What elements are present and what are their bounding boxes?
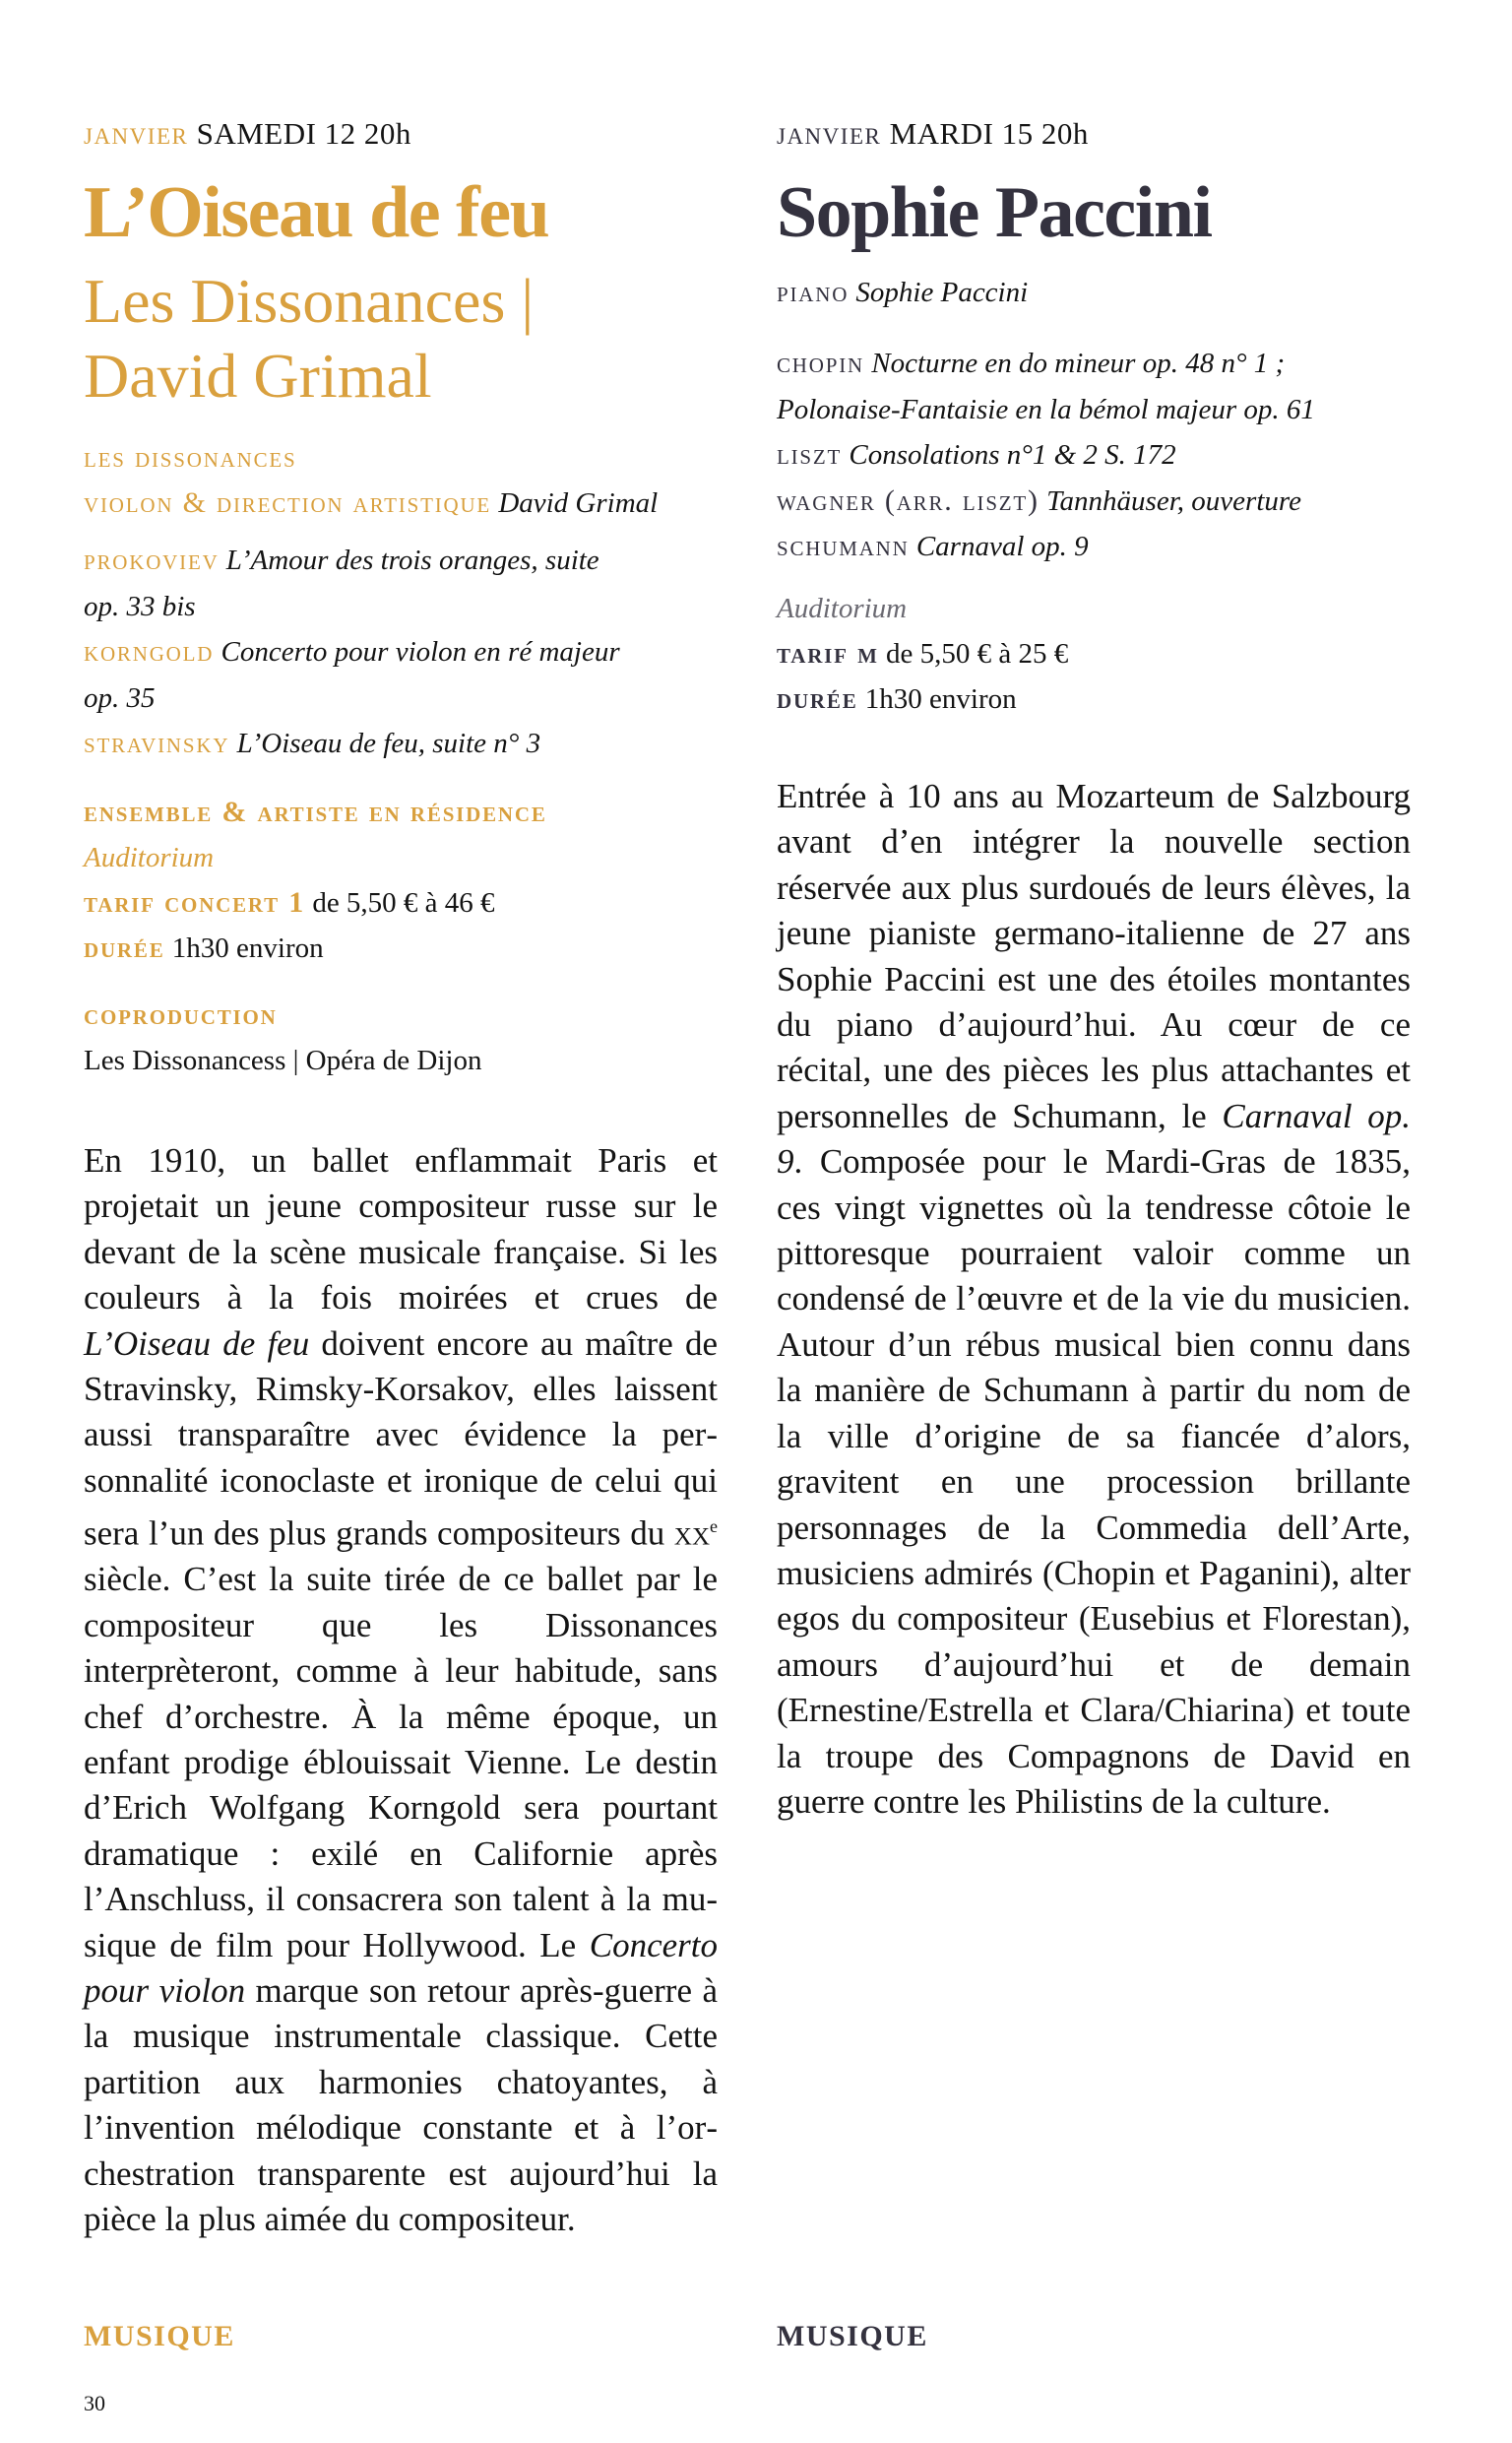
coproduction xyxy=(84,993,718,1083)
residence-label: ensemble & artiste en résidence xyxy=(84,796,547,828)
program-item xyxy=(777,432,1411,479)
text-run: doivent encore au maître de Stravinsky, Rimsky-Korsakov, elles laissent aussi transparaître avec évidence la personnalité iconoclaste et ironique de celui qui sera l’un des plus grands compositeurs du xyxy=(84,1323,718,1553)
event-month: janvier xyxy=(84,116,189,152)
program-work-continued: op. 33 bis xyxy=(84,590,196,622)
event-description-left xyxy=(84,1138,718,2242)
credit-role: piano xyxy=(777,276,850,308)
program-composer: schumann xyxy=(777,530,910,562)
performer-credits xyxy=(777,274,1411,311)
work-title-italic: Carnaval op. 9 xyxy=(777,1096,1411,1182)
tarif-value: de 5,50 € à 25 € xyxy=(885,638,1069,670)
program-work: L’Oiseau de feu, suite n° 3 xyxy=(236,728,541,759)
event-title: L’Oiseau de feu xyxy=(84,172,549,253)
venue: Auditorium xyxy=(84,842,215,873)
program-work: L’Amour des trois oranges, suite xyxy=(225,545,599,576)
program-work: Tannhäuser, ouverture xyxy=(1046,484,1301,517)
program-composer: wagner (arr. liszt) xyxy=(777,483,1040,517)
credit-name: Sophie Paccini xyxy=(855,277,1029,308)
tarif-value: de 5,50 € à 46 € xyxy=(312,887,495,919)
event-title: Sophie Paccini xyxy=(777,172,1212,253)
program-work-continued: op. 35 xyxy=(84,681,156,714)
text-run: . Composée pour le Mardi-Gras de 1835, ces vingt vignettes où la tendresse côtoie le pittoresque pourraient valoir comme un condensé de l’œuvre et de la vie du musicien. Autour d’un rébus musical bien connu dans la manière de Schumann à partir du nom de la ville d’origine de sa fiancée d’alors, gravitent en une procession brillante personnages de la Commedia dell’Arte, musiciens admirés (Chopin et Paganini), alter egos du compositeur (Eusebius et Florestan), amours d’aujourd’hui et de demain (Ernestine/Estrella et Clara/Chiarina) et toute la troupe des Compagnons de David en guerre contre les Philistins de la culture. xyxy=(777,1142,1411,1821)
text-run: Entrée à 10 ans au Mozarteum de Salzbourg avant d’en intégrer la nouvelle section réservée aux plus surdoués de leurs élèves, la jeune pianiste germano-italienne de 27 ans Sophie Paccini est une des étoiles montantes du piano d’aujourd’hui. Au cœur de ce récital, une des pièces les plus attachantes et personnelles de Schumann, le xyxy=(777,777,1411,1135)
description-paragraph xyxy=(777,774,1411,1825)
work-title-italic: Concerto pour violon xyxy=(84,1925,718,2010)
text-run: marque son retour après-guerre à la musique instrumentale classique. Cette partition aux harmonies chatoyantes, à l’invention mélodique constante et à l’orchestration transparente est aujourd’hui la pièce la plus aimée du compositeur. xyxy=(84,1970,718,2238)
event-month: janvier xyxy=(777,116,882,152)
event-day-time: MARDI 15 20h xyxy=(889,116,1089,151)
duree-label: durée xyxy=(84,932,165,964)
coproduction-value: Les Dissonancess | Opéra de Dijon xyxy=(84,1045,482,1076)
event-day-time: SAMEDI 12 20h xyxy=(196,116,411,151)
page-number: 30 xyxy=(84,2391,105,2415)
duree-label: durée xyxy=(777,682,858,715)
event-subtitle xyxy=(84,264,718,414)
program-composer: prokoviev xyxy=(84,544,220,576)
event-date-left xyxy=(84,116,718,152)
credit-role: violon & direction artistique xyxy=(84,486,492,519)
event-date-right xyxy=(777,116,1411,152)
text-run: siècle. C’est la suite tirée de ce ballet par le compositeur que les Dissonances interprèteront, comme à leur habitude, sans chef d’orchestre. À la même époque, un enfant prodige éblouissait Vienne. Le destin d’Erich Wolfgang Korngold sera pourtant dramatique : exilé en Californie après l’Anschluss, il consacrera son talent à la musique de film pour Hollywood. Le xyxy=(84,1560,718,1964)
duree-value: 1h30 environ xyxy=(864,683,1017,715)
program-list xyxy=(84,538,718,767)
description-paragraph xyxy=(84,1138,718,2242)
program-item xyxy=(84,721,718,767)
tarif-label: tarif m xyxy=(777,637,879,670)
ensemble-name: les dissonances xyxy=(84,441,297,474)
program-work: Carnaval op. 9 xyxy=(915,531,1089,562)
tarif-label: tarif concert 1 xyxy=(84,886,306,919)
program-item xyxy=(777,524,1411,570)
performer-credits xyxy=(84,439,718,530)
program-composer: liszt xyxy=(777,438,843,471)
event-subtitle-line2: David Grimal xyxy=(84,341,432,411)
program-item xyxy=(84,538,718,584)
event-info xyxy=(777,587,1411,722)
section-label-left: MUSIQUE xyxy=(84,2320,235,2352)
program-composer: stravinsky xyxy=(84,727,230,759)
program-list xyxy=(777,341,1411,570)
program-item xyxy=(777,479,1411,525)
program-item xyxy=(777,341,1411,387)
credit-name: David Grimal xyxy=(498,487,659,519)
event-subtitle-line1: Les Dissonances | xyxy=(84,266,535,336)
venue: Auditorium xyxy=(777,593,908,624)
century-numeral: xx xyxy=(673,1513,710,1553)
work-title-italic: L’Oiseau de feu xyxy=(84,1323,310,1363)
program-work-continued: Polonaise-Fantaisie en la bémol majeur op. 61 xyxy=(777,393,1315,425)
program-work: Nocturne en do mineur op. 48 n° 1 ; xyxy=(871,348,1286,379)
duree-value: 1h30 environ xyxy=(171,932,324,964)
program-item xyxy=(84,629,718,675)
text-run: En 1910, un ballet enflammait Paris et projetait un jeune compositeur russe sur le devant de la scène musicale française. Si les couleurs à la fois moirées et crues de xyxy=(84,1141,718,1318)
program-composer: korngold xyxy=(84,635,215,668)
program-composer: chopin xyxy=(777,347,864,379)
coproduction-label: coproduction xyxy=(84,998,278,1031)
century-superscript: e xyxy=(710,1516,718,1537)
event-info xyxy=(84,790,718,971)
program-work: Consolations n°1 & 2 S. 172 xyxy=(849,439,1176,471)
program-work: Concerto pour violon en ré majeur xyxy=(220,636,620,668)
event-description-right xyxy=(777,774,1411,1825)
section-label-right: MUSIQUE xyxy=(777,2320,928,2352)
